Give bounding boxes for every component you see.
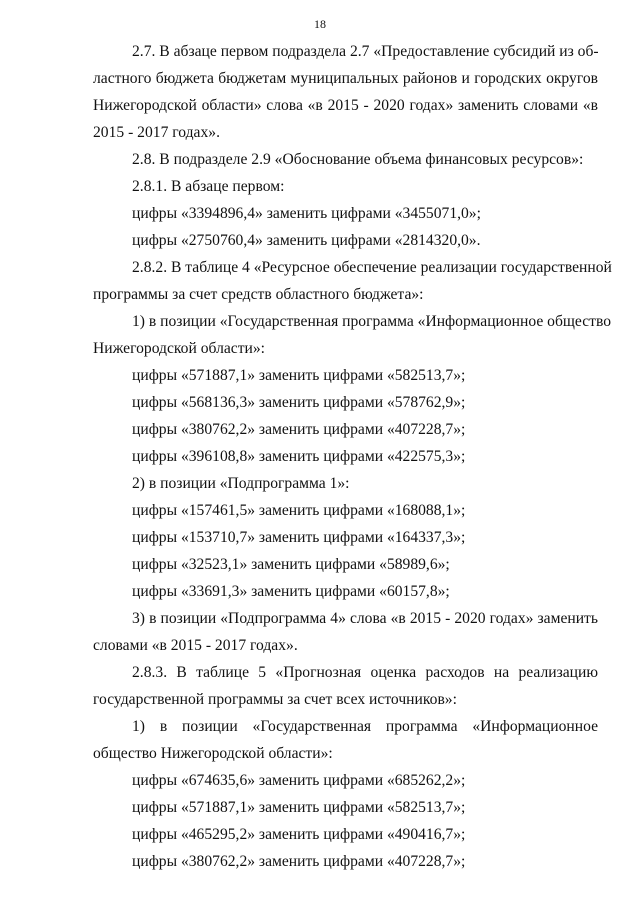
text-line: 3) в позиции «Подпрограмма 4» слова «в 2015 - 2020 годах» заменить — [132, 610, 598, 627]
text-line: цифры «33691,3» заменить цифрами «60157,8»; — [132, 583, 450, 600]
text-line: Нижегородской области»: — [93, 340, 265, 357]
text-line: словами «в 2015 - 2017 годах». — [93, 637, 298, 654]
page-number: 18 — [314, 17, 326, 31]
text-line: 2.8. В подразделе 2.9 «Обоснование объема финансовых ресурсов»: — [132, 151, 584, 168]
text-line: 2.8.2. В таблице 4 «Ресурсное обеспечение реализации государственной — [132, 259, 612, 276]
text-line: цифры «32523,1» заменить цифрами «58989,6»; — [132, 556, 450, 573]
text-line: 2.7. В абзаце первом подраздела 2.7 «Предоставление субсидий из об- — [132, 43, 599, 60]
text-line: программы за счет средств областного бюджета»: — [93, 286, 424, 303]
text-line: цифры «157461,5» заменить цифрами «168088,1»; — [132, 502, 466, 519]
text-line: 2.8.1. В абзаце первом: — [132, 178, 285, 195]
text-line: государственной программы за счет всех источников»: — [93, 691, 457, 708]
text-line: цифры «674635,6» заменить цифрами «685262,2»; — [132, 772, 466, 789]
text-line: цифры «380762,2» заменить цифрами «407228,7»; — [132, 853, 466, 870]
text-line: 2.8.3. В таблице 5 «Прогнозная оценка расходов на реализацию — [132, 664, 598, 681]
text-line: цифры «465295,2» заменить цифрами «490416,7»; — [132, 826, 466, 843]
text-line: цифры «2750760,4» заменить цифрами «2814320,0». — [132, 232, 481, 249]
text-line: цифры «571887,1» заменить цифрами «582513,7»; — [132, 367, 466, 384]
text-line: цифры «396108,8» заменить цифрами «422575,3»; — [132, 448, 466, 465]
text-line: цифры «568136,3» заменить цифрами «578762,9»; — [132, 394, 466, 411]
text-line: общество Нижегородской области»: — [93, 745, 333, 762]
text-line: ластного бюджета бюджетам муниципальных районов и городских округов — [93, 70, 598, 87]
text-line: цифры «3394896,4» заменить цифрами «3455071,0»; — [132, 205, 481, 222]
text-line: цифры «571887,1» заменить цифрами «582513,7»; — [132, 799, 466, 816]
text-line: 2) в позиции «Подпрограмма 1»: — [132, 475, 350, 492]
text-line: цифры «380762,2» заменить цифрами «407228,7»; — [132, 421, 466, 438]
text-line: 1) в позиции «Государственная программа «Информационное — [132, 718, 598, 735]
text-line: 2015 - 2017 годах». — [93, 124, 220, 141]
text-line: цифры «153710,7» заменить цифрами «164337,3»; — [132, 529, 466, 546]
text-line: Нижегородской области» слова «в 2015 - 2020 годах» заменить словами «в — [93, 97, 598, 114]
text-line: 1) в позиции «Государственная программа «Информационное общество — [132, 313, 612, 330]
